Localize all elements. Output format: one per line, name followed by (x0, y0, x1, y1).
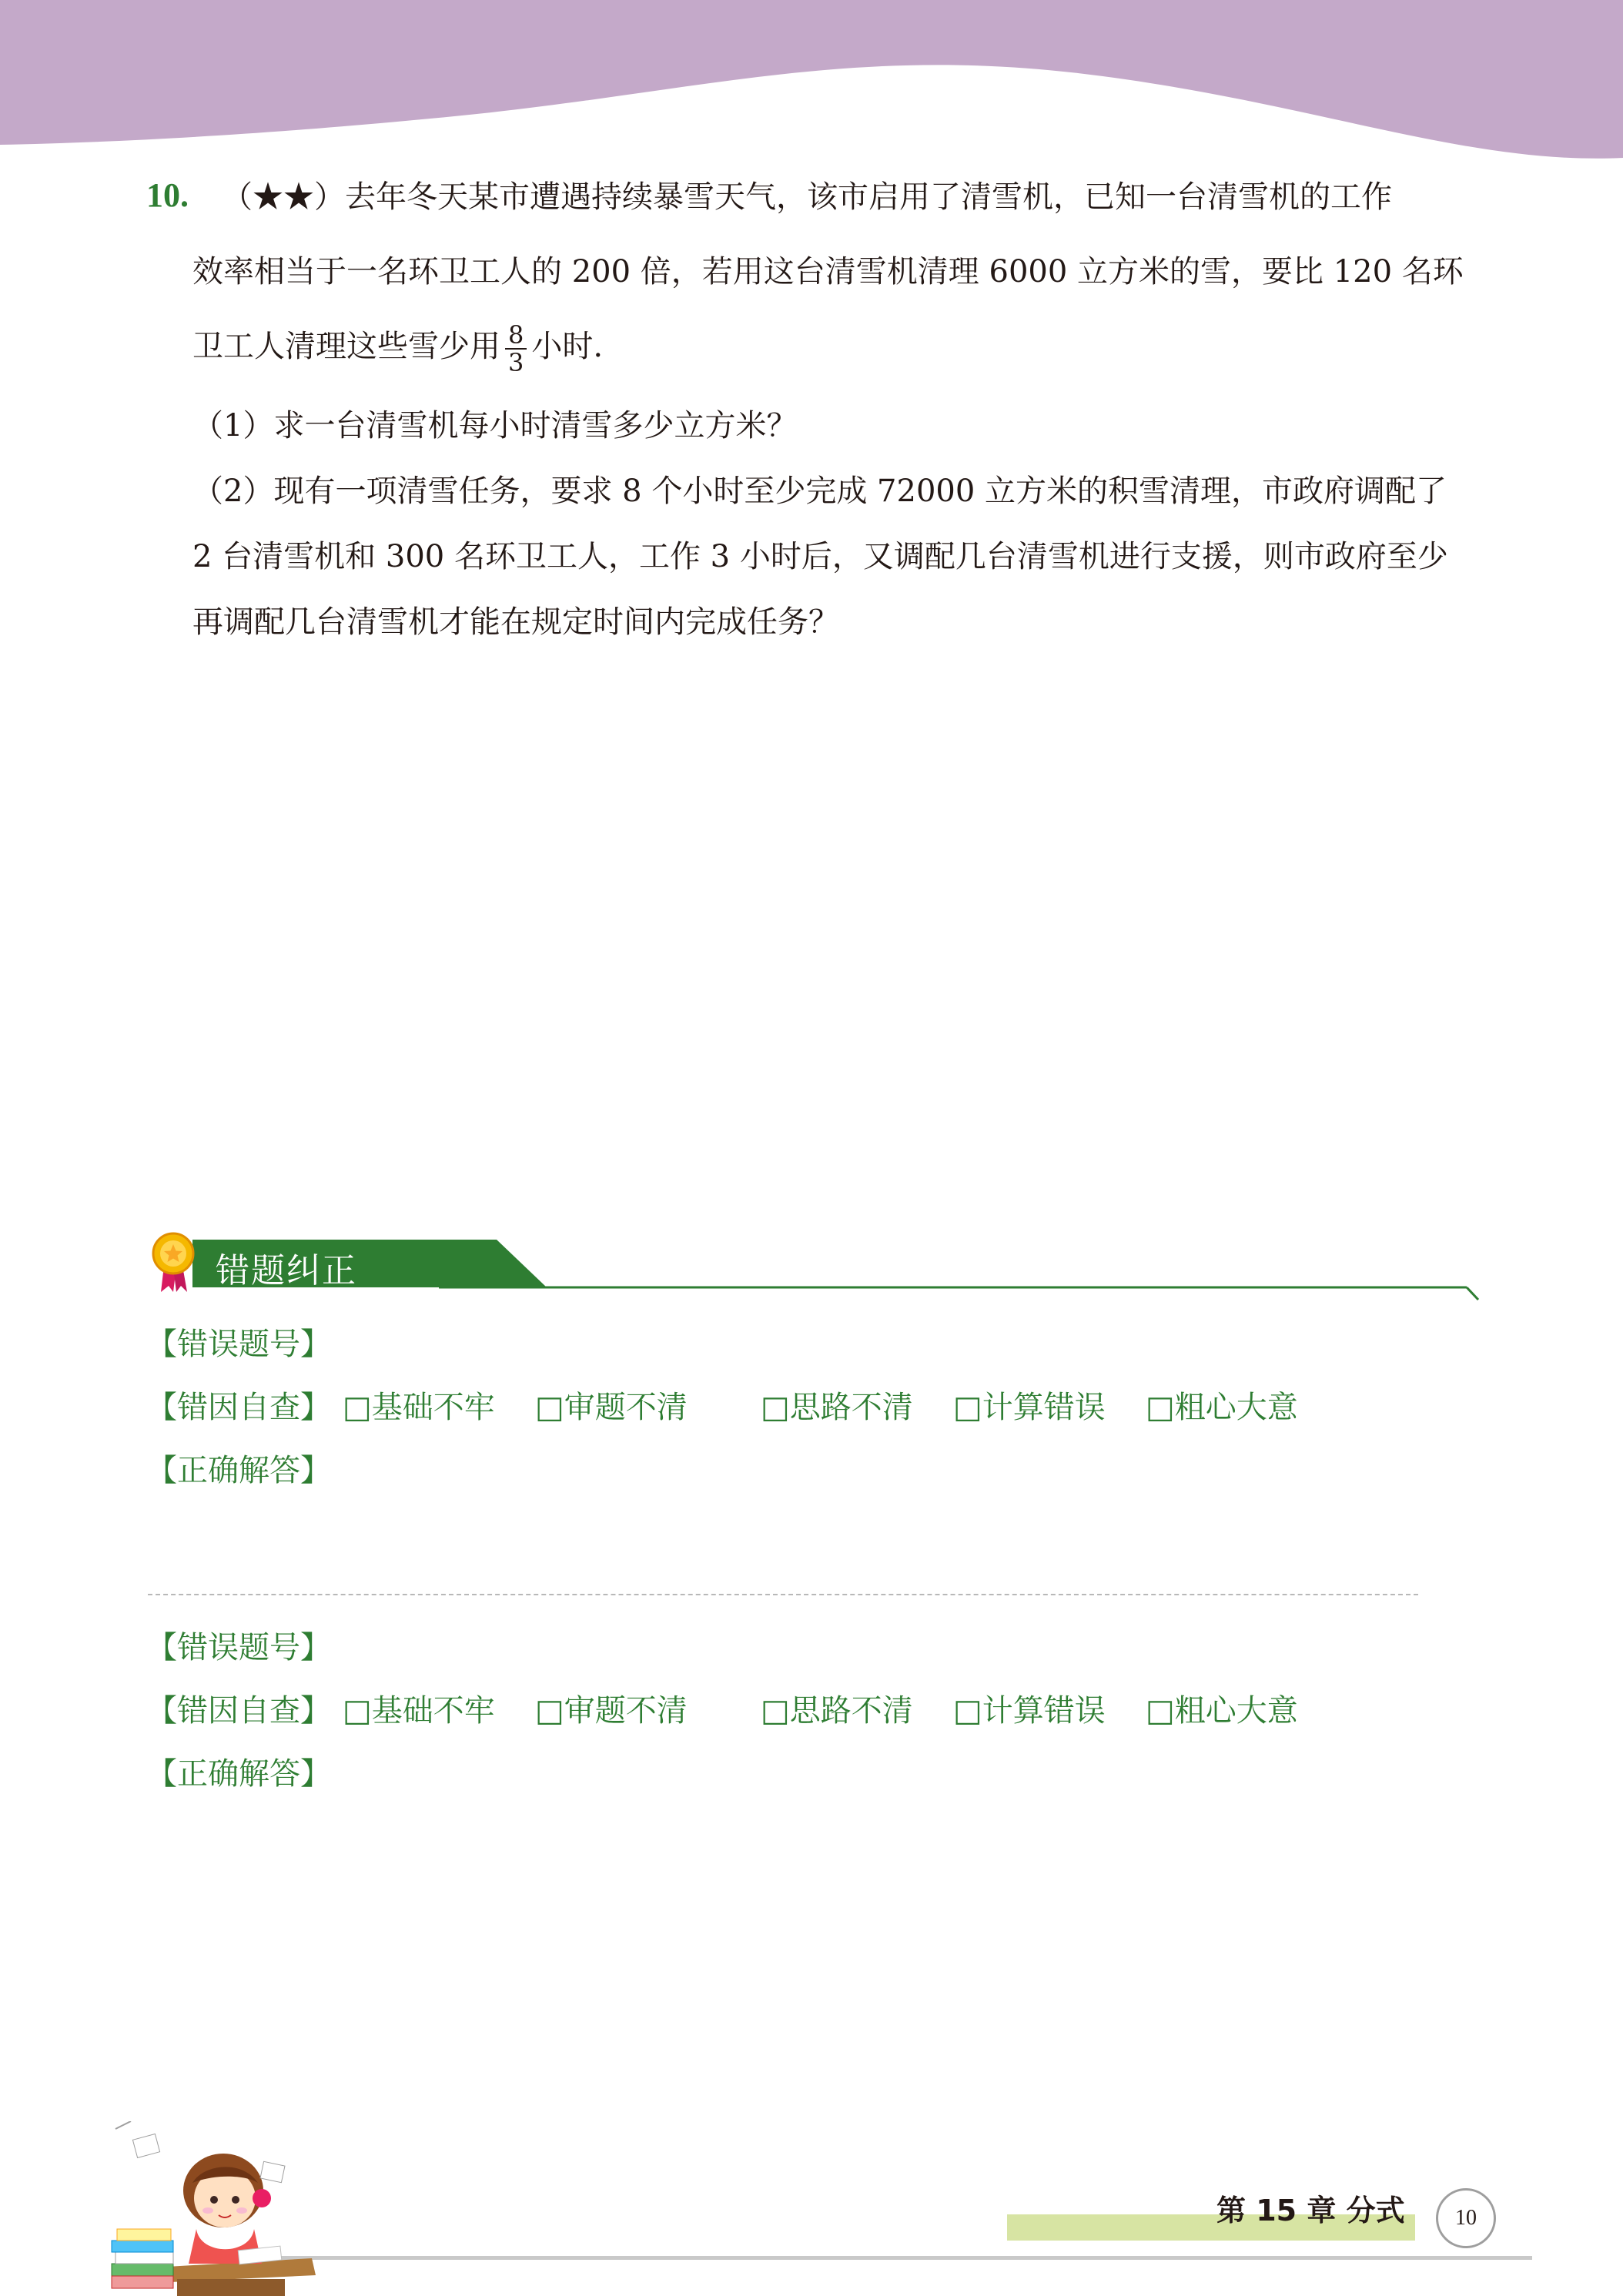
cause-check-label: 【错因自查】 (146, 1693, 331, 1729)
question-line-3-prefix: 卫工人清理这些雪少用 (192, 329, 500, 364)
option-basics-checkbox[interactable]: □基础不牢 (343, 1390, 495, 1425)
question-part-1: （1）求一台清雪机每小时清雪多少立方米？ (192, 408, 798, 443)
page-number: 10 (1436, 2188, 1496, 2248)
correct-answer-label: 【正确解答】 (146, 1453, 331, 1488)
question-line-3 (192, 322, 603, 376)
top-wave-band (0, 0, 1623, 169)
question-part-2-line-3: 再调配几台清雪机才能在规定时间内完成任务？ (192, 604, 839, 640)
question-part-2-line-1: （2）现有一项清雪任务，要求 8 个小时至少完成 72000 立方米的积雪清理，市政府调配了 (192, 474, 1447, 509)
wrong-number-label: 【错误题号】 (146, 1630, 331, 1665)
girl-studying-illustration (108, 2121, 323, 2296)
option-basics-checkbox[interactable]: □基础不牢 (343, 1693, 495, 1729)
cause-check-row (146, 1689, 1455, 1732)
option-reading-checkbox[interactable]: □审题不清 (535, 1390, 688, 1425)
correction-title: 错题纠正 (216, 1251, 357, 1290)
wrong-number-label: 【错误题号】 (146, 1327, 331, 1362)
dashed-divider (148, 1594, 1418, 1595)
question-line-2: 效率相当于一名环卫工人的 200 倍，若用这台清雪机清理 6000 立方米的雪，要比 120 名环 (192, 254, 1464, 290)
fraction-numerator: 8 (505, 322, 527, 350)
question-line-1: （★★）去年冬天某市遭遇持续暴雪天气，该市启用了清雪机，已知一台清雪机的工作 (222, 179, 1392, 215)
option-careless-checkbox[interactable]: □粗心大意 (1146, 1693, 1298, 1729)
chapter-label: 第 15 章 分式 (1216, 2194, 1405, 2227)
option-thinking-checkbox[interactable]: □思路不清 (761, 1693, 913, 1729)
fraction (505, 322, 527, 376)
option-careless-checkbox[interactable]: □粗心大意 (1146, 1390, 1298, 1425)
option-calculation-checkbox[interactable]: □计算错误 (953, 1390, 1106, 1425)
cause-check-label: 【错因自查】 (146, 1390, 331, 1425)
option-thinking-checkbox[interactable]: □思路不清 (761, 1390, 913, 1425)
question-number: 10. (146, 176, 189, 214)
cause-check-row (146, 1386, 1455, 1429)
question-line-3-suffix: 小时. (531, 329, 604, 364)
fraction-denominator: 3 (508, 348, 524, 377)
correct-answer-label: 【正确解答】 (146, 1756, 331, 1792)
question-part-2-line-2: 2 台清雪机和 300 名环卫工人，工作 3 小时后，又调配几台清雪机进行支援，则市政府至少 (192, 539, 1448, 574)
option-reading-checkbox[interactable]: □审题不清 (535, 1693, 688, 1729)
option-calculation-checkbox[interactable]: □计算错误 (953, 1693, 1106, 1729)
footer-rule (277, 2256, 1532, 2260)
medal-icon (150, 1232, 196, 1294)
correction-section-header (150, 1232, 1482, 1301)
